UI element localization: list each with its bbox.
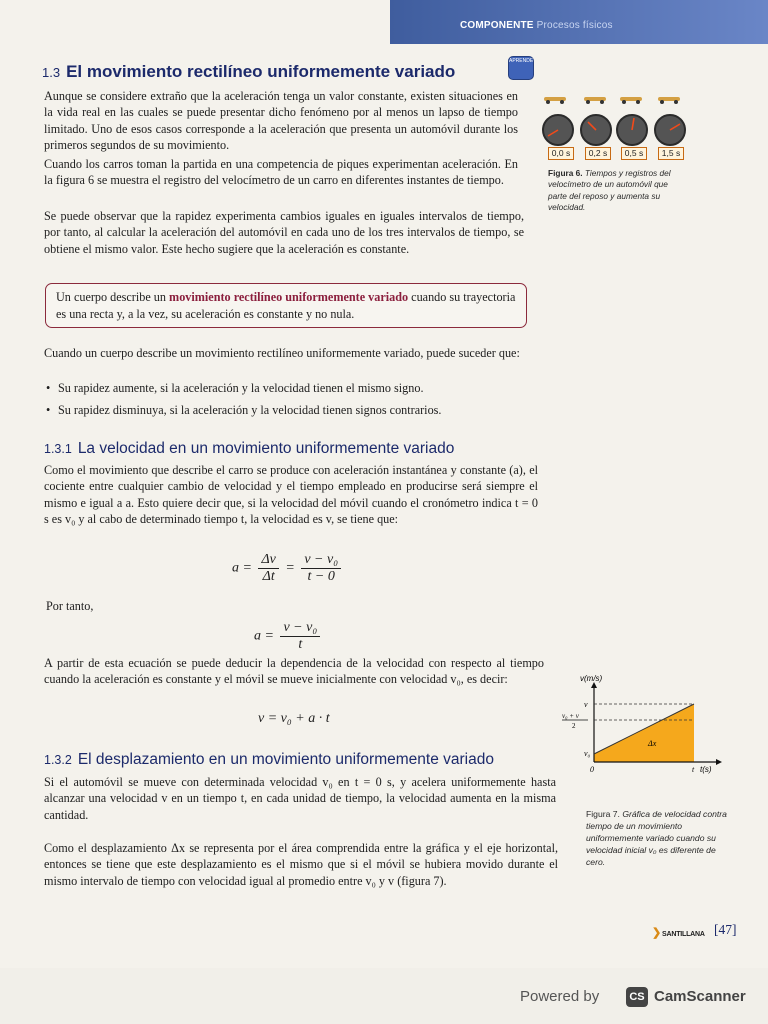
bullet-list — [46, 380, 526, 423]
camscanner-logo-icon: CS — [626, 987, 648, 1007]
eq1-fraction-2 — [301, 552, 341, 585]
bullet-icon: • — [46, 402, 51, 417]
section-title — [42, 62, 455, 82]
paragraph-displacement-2: Como el desplazamiento Δx se representa por el área comprendida entre la gráfica y el eje horizontal, entonces se tiene que este desplazamiento es el mismo que si el móvil se hubiera movido durante el mismo intervalo de tiempo con velocidad igual al promedio entre v₀ y v (figura 7). — [44, 841, 558, 888]
subsection-number: 1.3.2 — [44, 753, 72, 767]
definition-text — [56, 289, 516, 322]
section-number: 1.3 — [42, 65, 61, 80]
eq1-numerator-2: v − v₀ — [301, 552, 341, 569]
eq2-lhs: a = — [254, 628, 274, 644]
paragraph-displacement-1: Si el automóvil se mueve con determinada velocidad v₀ en t = 0 s, y acelera uniformemente hasta alcanzar una velocidad v en un tiempo t, en cada unidad de tiempo, la velocidad aumenta en la misma cantidad. — [44, 775, 556, 822]
component-label: COMPONENTE — [460, 20, 534, 31]
average-velocity-numerator: v₀ + v — [562, 712, 579, 720]
aprende-badge-label: APRENDE — [509, 58, 534, 64]
x-axis-arrow-icon — [716, 759, 722, 765]
por-tanto-label: Por tanto, — [46, 599, 94, 613]
paragraph-velocity: Como el movimiento que describe el carro se produce con aceleración instantánea y constante (a), el cociente entre cualquier cambio de velocidad y el tiempo empleado en producirse será siempre el mismo e igual a a. Esto quiere decir que, si la velocidad del móvil cuando el cronómetro indica t = 0 s es v₀ y al cabo de determinado tiempo t, la velocidad es v, se tiene que: — [44, 463, 538, 527]
figure-6-caption — [548, 168, 686, 214]
camscanner-brand: CamScanner — [654, 988, 746, 1005]
paragraph-intro: Aunque se considere extraño que la aceleración tenga un valor constante, existen situaciones en la vida real en las cuales se puede presentar dicho fenómeno por al menos un lapso de tiempo limitado. Uno de esos casos corresponde a la aceleración que presenta un automóvil durante los primeros segundos de su movimiento. — [44, 89, 518, 153]
aprende-badge-icon — [508, 56, 534, 80]
eq1-denominator-1: Δt — [262, 569, 275, 584]
area-label: Δx — [648, 739, 657, 748]
section-title-text: El movimiento rectilíneo uniformemente variado — [66, 62, 456, 81]
figure-6-time-label: 0,2 s — [585, 147, 611, 160]
eq2-denominator: t — [298, 637, 303, 652]
eq1-fraction-1 — [258, 552, 278, 585]
y-axis-label: v(m/s) — [580, 674, 603, 683]
subsection-title-velocity — [44, 440, 454, 458]
eq1-lhs: a = — [232, 560, 252, 576]
bullet-text: Su rapidez aumente, si la aceleración y la velocidad tienen el mismo signo. — [58, 381, 424, 395]
figure-6-time-label: 0,5 s — [621, 147, 647, 160]
publisher-name: SANTILLANA — [662, 931, 705, 938]
figure-6-caption-title: Figura 6. — [548, 168, 583, 178]
figure-6-time-label: 1,5 s — [658, 147, 684, 160]
v-label: v — [584, 700, 588, 709]
eq2-numerator: v − v₀ — [280, 620, 320, 637]
page-number: [47] — [714, 922, 737, 937]
publisher-logo — [652, 926, 705, 939]
t-label: t — [692, 765, 695, 774]
equation-acceleration-definition — [232, 552, 344, 585]
figure-7-caption-text: Gráfica de velocidad contra tiempo de un movimiento uniformemente variado cuando su velocidad inicial v₀ es diferente de cero. — [586, 809, 727, 867]
component-value: Procesos físicos — [536, 20, 613, 31]
paragraph-race: Cuando los carros toman la partida en una competencia de piques experimentan aceleración. En la figura 6 se muestra el registro del velocímetro de un carro en diferentes instantes de tiempo. — [44, 157, 518, 188]
list-item — [46, 380, 526, 397]
definition-highlight: movimiento rectilíneo uniformemente variado — [169, 290, 409, 304]
x-axis-label: t(s) — [700, 765, 712, 774]
definition-box — [45, 283, 527, 328]
bullet-text: Su rapidez disminuya, si la aceleración y la velocidad tienen signos contrarios. — [58, 402, 442, 417]
average-velocity-denominator: 2 — [572, 722, 576, 730]
subsection-title-displacement — [44, 751, 494, 769]
paragraph-cases: Cuando un cuerpo describe un movimiento rectilíneo uniformemente variado, puede suceder que: — [44, 346, 520, 360]
bullet-icon: • — [46, 381, 51, 395]
camscanner-watermark — [520, 986, 760, 1010]
subsection-title-text: El desplazamiento en un movimiento uniformemente variado — [77, 751, 494, 768]
powered-by-label: Powered by — [520, 988, 600, 1005]
race-cars-icon — [544, 97, 680, 104]
origin-label: 0 — [590, 765, 594, 774]
figure-7-velocity-time-graph — [558, 674, 730, 800]
v0-label: v₀ — [584, 749, 591, 758]
eq1-equals: = — [285, 560, 295, 576]
eq2-fraction — [280, 620, 320, 653]
paragraph-dependence: A partir de esta ecuación se puede deducir la dependencia de la velocidad con respecto al tiempo cuando la aceleración es constante y el móvil se mueve inicialmente con velocidad v₀, es decir: — [44, 656, 544, 687]
figure-7-caption-title: Figura 7. — [586, 809, 620, 819]
definition-post: cuando su trayectoria es una recta y, a la vez, su aceleración es constante y no nula. — [56, 290, 516, 321]
component-banner-text — [460, 20, 613, 31]
list-item — [46, 402, 526, 419]
displacement-area — [594, 704, 694, 762]
eq1-denominator-2: t − 0 — [307, 569, 335, 584]
eq1-numerator-1: Δv — [258, 552, 278, 569]
definition-pre: Un cuerpo describe un — [56, 290, 170, 304]
subsection-number: 1.3.1 — [44, 442, 72, 456]
equation-acceleration — [254, 620, 323, 653]
figure-7-caption — [586, 808, 736, 868]
equation-velocity-time: v = v₀ + a · t — [258, 711, 330, 726]
speedometer-icons — [543, 115, 685, 145]
subsection-title-text: La velocidad en un movimiento uniformemente variado — [77, 440, 455, 457]
figure-6-time-label: 0,0 s — [548, 147, 574, 160]
paragraph-observation: Se puede observar que la rapidez experimenta cambios iguales en iguales intervalos de tiempo, por tanto, al calcular la aceleración del automóvil en cada uno de los tres intervalos de tiempo, se obtiene el mismo valor. Este hecho sugiere que la aceleración es constante. — [44, 209, 524, 256]
figure-6-caption-text: Tiempos y registros del velocímetro de un automóvil que parte del reposo y aumenta su velocidad. — [548, 168, 671, 213]
publisher-swoosh-icon: ❯ — [652, 927, 662, 939]
